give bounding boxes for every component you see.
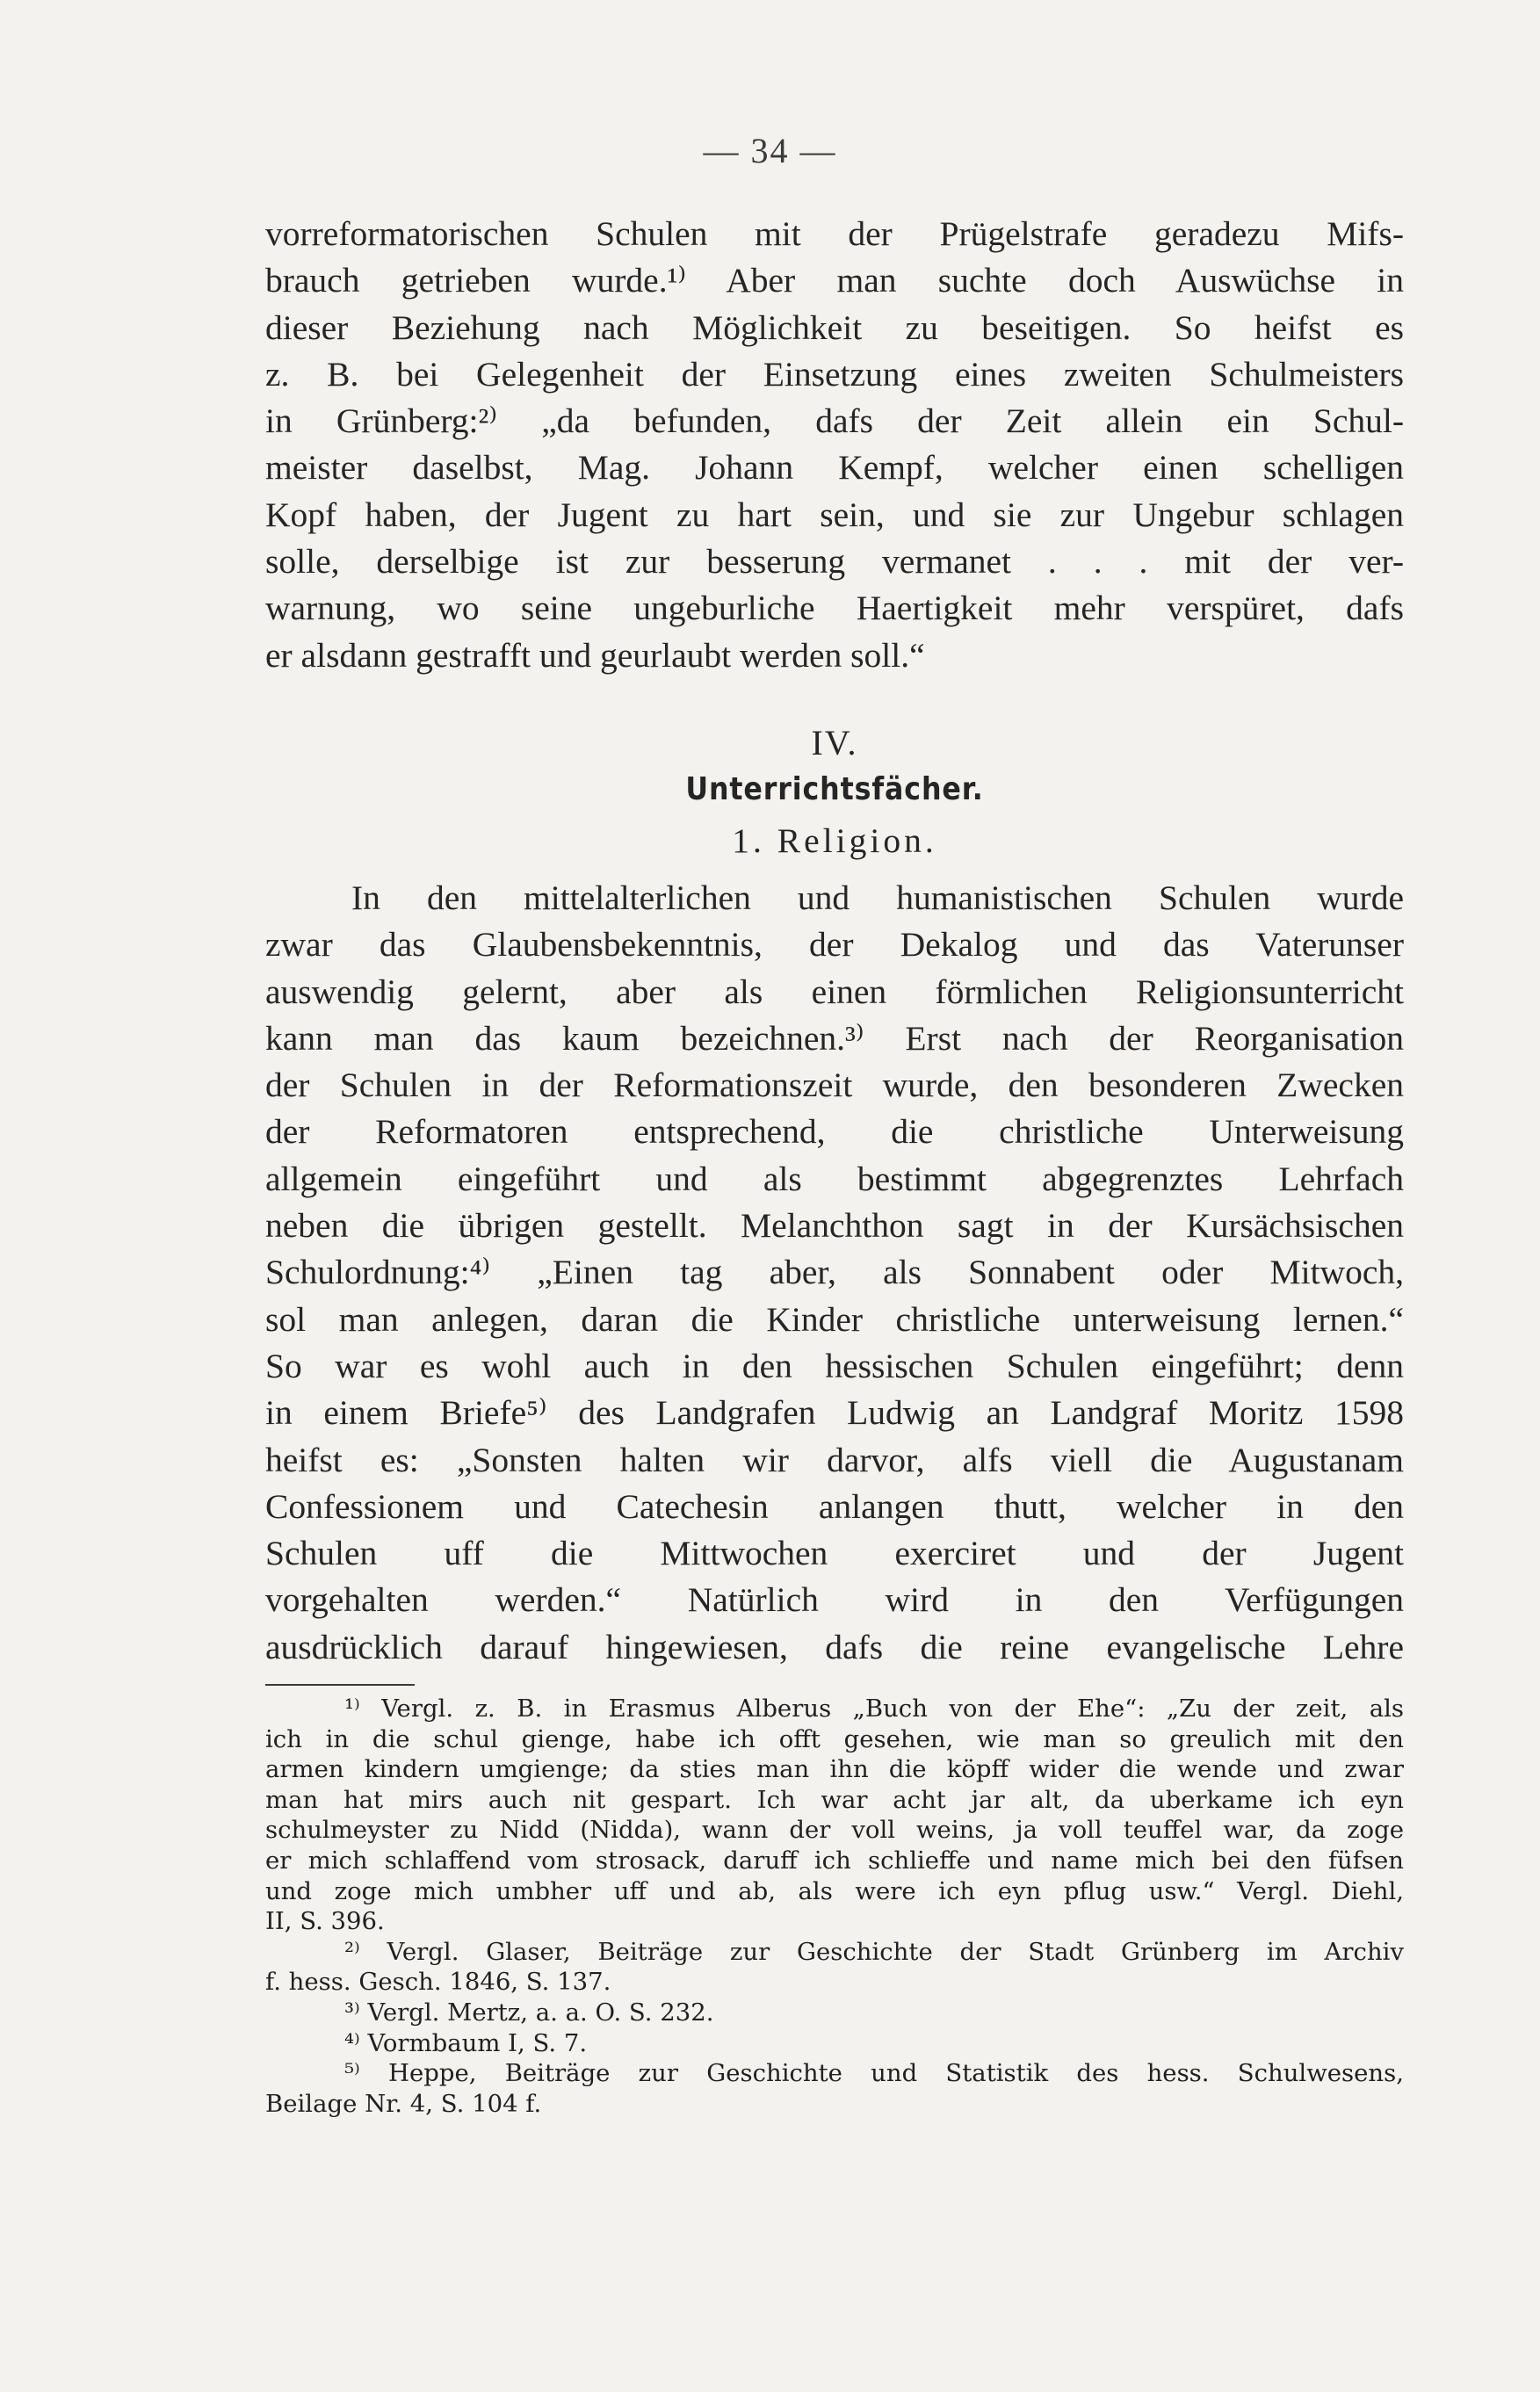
text-line: zwar das Glaubensbekenntnis, der Dekalog und das Vaterunser (265, 925, 1404, 965)
text-line: z. B. bei Gelegenheit der Einsetzung eines zweiten Schulmeisters (265, 354, 1404, 394)
text-line: vorreformatorischen Schulen mit der Prügelstrafe geradezu Mifs- (265, 214, 1404, 253)
text-line: brauch getrieben wurde.¹⁾ Aber man suchte doch Auswüchse in (265, 261, 1404, 300)
section-number: IV. (811, 723, 858, 762)
footnote-line: Beilage Nr. 4, S. 104 f. (265, 2089, 542, 2118)
text-line: auswendig gelernt, aber als einen förmlichen Religionsunterricht (265, 972, 1404, 1011)
footnote-line: ²⁾ Vergl. Glaser, Beiträge zur Geschichte der Stadt Grünberg im Archiv (344, 1937, 1404, 1966)
footnote-line: f. hess. Gesch. 1846, S. 137. (265, 1968, 611, 1997)
footnote-line: er mich schlaffend vom strosack, daruff ich schlieffe und name mich bei den füfsen (265, 1846, 1404, 1875)
subsection-title: 1. Religion. (732, 821, 937, 860)
footnote-line: armen kindern umgienge; da sties man ihn die köpff wider die wende und zwar (265, 1755, 1404, 1784)
section-title: Unterrichtsfächer. (685, 771, 984, 807)
text-line: sol man anlegen, daran die Kinder christliche unterweisung lernen.“ (265, 1299, 1404, 1339)
footnote-line: II, S. 396. (265, 1907, 385, 1936)
text-line: der Reformatoren entsprechend, die christliche Unterweisung (265, 1112, 1404, 1152)
text-line: So war es wohl auch in den hessischen Schulen eingeführt; denn (265, 1346, 1404, 1385)
page-number: — 34 — (703, 131, 837, 170)
footnote-rule (265, 1684, 415, 1686)
main-paragraph (265, 875, 1404, 1671)
footnote-line: ³⁾ Vergl. Mertz, a. a. O. S. 232. (344, 1998, 714, 2027)
footnote-line: schulmeyster zu Nidd (Nidda), wann der voll weins, ja voll teuffel war, da zoge (265, 1816, 1404, 1845)
text-line: in einem Briefe⁵⁾ des Landgrafen Ludwig an Landgraf Moritz 1598 (265, 1393, 1404, 1433)
footnote-line: ⁵⁾ Heppe, Beiträge zur Geschichte und Statistik des hess. Schulwesens, (344, 2059, 1404, 2088)
text-line: solle, derselbige ist zur besserung vermanet . . . mit der ver- (265, 542, 1404, 582)
text-line: warnung, wo seine ungeburliche Haertigkeit mehr verspüret, dafs (265, 589, 1404, 628)
footnote-line: man hat mirs auch nit gespart. Ich war acht jar alt, da uberkame ich eyn (265, 1785, 1404, 1814)
text-line: dieser Beziehung nach Möglichkeit zu beseitigen. So heifst es (265, 307, 1404, 347)
footnote-line: und zoge mich umbher uff und ab, als were ich eyn pflug usw.“ Vergl. Diehl, (265, 1876, 1404, 1905)
text-line: In den mittelalterlichen und humanistischen Schulen wurde (351, 878, 1404, 917)
text-line: meister daselbst, Mag. Johann Kempf, welcher einen schelligen (265, 448, 1404, 488)
text-line: neben die übrigen gestellt. Melanchthon sagt in der Kursächsischen (265, 1206, 1404, 1246)
text-line: er alsdann gestrafft und geurlaubt werden soll.“ (265, 635, 925, 675)
text-line: kann man das kaum bezeichnen.³⁾ Erst nach der Reorganisation (265, 1018, 1404, 1058)
text-line: in Grünberg:²⁾ „da befunden, dafs der Zeit allein ein Schul- (265, 401, 1404, 441)
text-line: heifst es: „Sonsten halten wir darvor, alfs viell die Augustanam (265, 1440, 1404, 1479)
footnotes (265, 1694, 1404, 2119)
text-line: Confessionem und Catechesin anlangen thutt, welcher in den (265, 1486, 1404, 1526)
footnote-line: ich in die schul gienge, habe ich offt gesehen, wie man so greulich mit den (265, 1724, 1404, 1753)
text-line: vorgehalten werden.“ Natürlich wird in den Verfügungen (265, 1580, 1404, 1620)
text-line: Schulen uff die Mittwochen exerciret und der Jugent (265, 1534, 1404, 1573)
text-line: Schulordnung:⁴⁾ „Einen tag aber, als Sonnabent oder Mitwoch, (265, 1253, 1404, 1292)
top-paragraph (265, 211, 1404, 679)
text-line: der Schulen in der Reformationszeit wurde, den besonderen Zwecken (265, 1066, 1404, 1105)
footnote-line: ⁴⁾ Vormbaum I, S. 7. (344, 2028, 588, 2057)
text-line: allgemein eingeführt und als bestimmt abgegrenztes Lehrfach (265, 1159, 1404, 1198)
footnote-line: ¹⁾ Vergl. z. B. in Erasmus Alberus „Buch von der Ehe“: „Zu der zeit, als (344, 1695, 1404, 1723)
text-line: ausdrücklich darauf hingewiesen, dafs die reine evangelische Lehre (265, 1627, 1404, 1666)
text-line: Kopf haben, der Jugent zu hart sein, und sie zur Ungebur schlagen (265, 495, 1404, 534)
